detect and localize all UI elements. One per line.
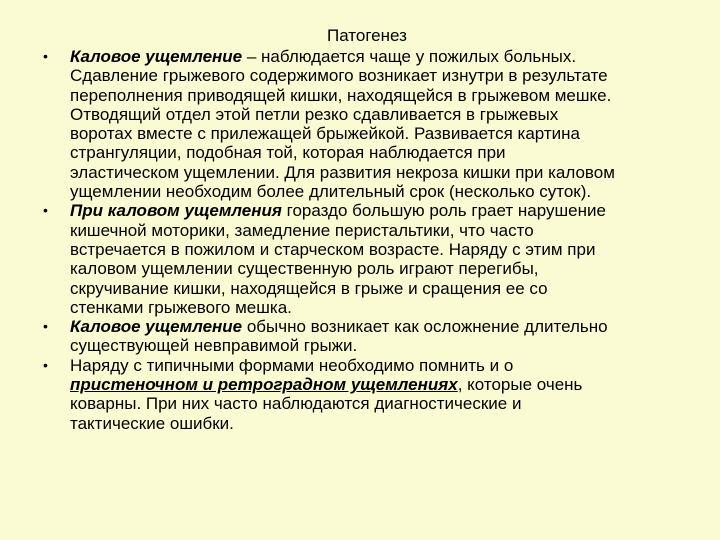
text-line: стенками грыжевого мешка. <box>70 297 292 317</box>
text-run: , которые очень <box>457 375 583 395</box>
bullet-item <box>0 201 720 317</box>
bullet-item <box>0 356 720 433</box>
text-run: – наблюдается чаще у пожилых больных. <box>242 47 577 66</box>
text-line: Сдавление грыжевого содержимого возникает изнутри в результате <box>70 66 608 86</box>
text-run: обычно возникает как осложнение длительно <box>242 317 608 337</box>
text-line: ущемлении необходим более длительный срок (несколько суток). <box>70 182 592 202</box>
text-line <box>70 375 720 394</box>
bullet-marker-icon: • <box>43 318 48 335</box>
bullet-marker-icon: • <box>43 356 48 373</box>
text-line: встречается в пожилом и старческом возрасте. Наряду с этим при <box>70 239 596 259</box>
bullet-marker-icon: • <box>43 202 48 219</box>
text-line: кишечной моторики, замедление перистальтики, что часто <box>70 220 534 240</box>
bullet-item <box>0 47 720 201</box>
text-line: эластическом ущемлении. Для развития некроза кишки при каловом <box>70 162 615 182</box>
text-line <box>70 201 720 220</box>
emphasis-term: При каловом ущемления <box>70 201 282 221</box>
text-line: коварны. При них часто наблюдаются диагностические и <box>70 394 522 414</box>
text-line: существующей невправимой грыжи. <box>70 336 358 356</box>
bullet-marker-icon: • <box>43 48 48 64</box>
text-line: Наряду с типичными формами необходимо помнить и о <box>70 355 514 375</box>
text-line <box>70 47 720 66</box>
emphasis-term: Каловое ущемление <box>70 47 243 66</box>
emphasis-term: пристеночном и ретроградном ущемлениях <box>70 375 458 395</box>
text-run: гораздо большую роль грает нарушение <box>281 201 606 221</box>
text-line: переполнения приводящей кишки, находящейся в грыжевом мешке. <box>70 85 612 105</box>
slide-title: Патогенез <box>327 26 407 45</box>
text-line: тактические ошибки. <box>70 413 234 433</box>
bullet-list <box>0 47 720 433</box>
text-line: странгуляции, подобная той, которая наблюдается при <box>70 143 506 163</box>
text-line: скручивание кишки, находящейся в грыже и сращения ее со <box>70 278 548 298</box>
bullet-item <box>0 317 720 356</box>
emphasis-term: Каловое ущемление <box>70 317 243 337</box>
text-line <box>70 317 720 336</box>
text-line: воротах вместе с прилежащей брыжейкой. Развивается картина <box>70 124 581 144</box>
text-line: Отводящий отдел этой петли резко сдавливается в грыжевых <box>70 104 559 124</box>
text-line: каловом ущемлении существенную роль играют перегибы, <box>70 259 539 279</box>
